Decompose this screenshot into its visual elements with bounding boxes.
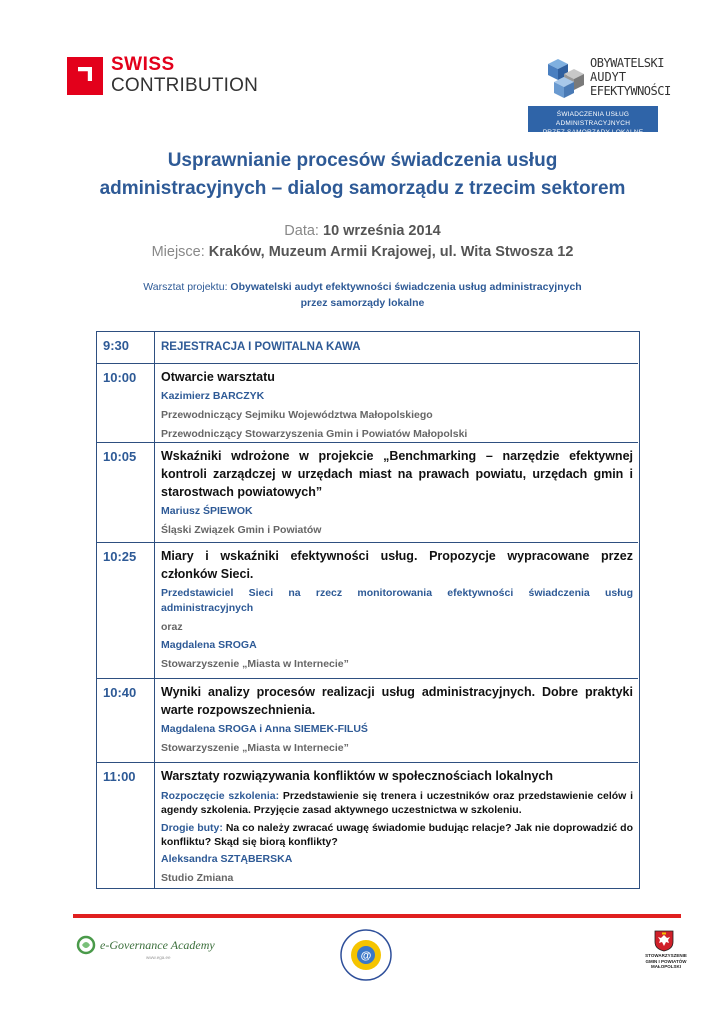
agenda-title: Warsztaty rozwiązywania konfliktów w społecznościach lokalnych: [161, 769, 554, 783]
place-label: Miejsce:: [151, 244, 205, 260]
agenda-part: [161, 789, 633, 817]
oae-logo-line3: EFEKTYWNOŚCI: [590, 84, 671, 98]
place-value: Kraków, Muzeum Armii Krajowej, ul. Wita Stwosza 12: [208, 244, 574, 260]
agenda-and: oraz: [161, 621, 183, 633]
agenda-part-label: Drogie buty:: [161, 822, 223, 834]
ega-url: www.ega.ee: [146, 955, 171, 960]
agenda-organization: Śląski Związek Gmin i Powiatów: [161, 524, 322, 536]
workshop-label: Warsztat projektu:: [143, 281, 228, 293]
workshop-info: [0, 279, 725, 311]
agenda-organization: Przewodniczący Stowarzyszenia Gmin i Powiatów Małopolski: [161, 428, 468, 440]
agenda-title: Wyniki analizy procesów realizacji usług administracyjnych. Dobre praktyki warte rozpowszechnienia.: [161, 685, 633, 717]
agenda-row: [97, 679, 638, 763]
oae-logo-band: [528, 106, 658, 136]
agenda-row: [97, 543, 638, 679]
agenda-title: REJESTRACJA I POWITALNA KAWA: [161, 341, 361, 353]
agenda-speaker: Magdalena SROGA: [161, 639, 257, 651]
agenda-part-text: Na co należy zwracać uwagę świadomie budując relacje? Jak nie doprowadzić do konfliktu? Skąd się biorą konflikty?: [161, 822, 633, 848]
ega-name: e-Governance Academy: [100, 938, 215, 952]
stowarzyszenie-gmin-logo: [641, 930, 691, 974]
agenda-time: 10:05: [103, 449, 137, 464]
date-label: Data:: [284, 223, 319, 239]
swiss-logo-line1: SWISS: [111, 54, 175, 75]
workshop-value-line2: przez samorządy lokalne: [300, 297, 425, 309]
agenda-speaker: Kazimierz BARCZYK: [161, 390, 265, 402]
miasta-w-internecie-logo: [338, 927, 394, 983]
egovernance-academy-logo: [76, 935, 226, 965]
silesia-line1: STOWARZYSZENIE: [645, 953, 687, 958]
oae-band-line2: PRZEZ SAMORZĄDY LOKALNE: [542, 129, 644, 136]
agenda-speaker: Magdalena SROGA i Anna SIEMEK-FILUŚ: [161, 723, 368, 735]
date-value: 10 września 2014: [323, 223, 441, 239]
eagle-shield-icon: [654, 930, 674, 952]
agenda-title: Otwarcie warsztatu: [161, 370, 275, 384]
agenda-speaker: Mariusz ŚPIEWOK: [161, 505, 253, 517]
footer-divider: [73, 914, 681, 918]
agenda-organization: Przewodniczący Sejmiku Województwa Małopolskiego: [161, 409, 433, 421]
silesia-line3: MAŁOPOLSKI: [651, 964, 681, 969]
agenda-time: 9:30: [103, 338, 130, 353]
cubes-icon: [540, 56, 594, 104]
agenda-time: 11:00: [103, 769, 136, 784]
page-title: [0, 147, 725, 203]
agenda-row: [97, 332, 638, 364]
agenda-speaker: Aleksandra SZTĄBERSKA: [161, 853, 293, 865]
ega-leaf-icon: [76, 935, 96, 955]
workshop-value-line1: Obywatelski audyt efektywności świadczenia usług administracyjnych: [230, 281, 582, 293]
title-line1: Usprawnianie procesów świadczenia usług: [167, 150, 558, 171]
agenda-title: Miary i wskaźniki efektywności usług. Propozycje wypracowane przez członków Sieci.: [161, 549, 633, 581]
agenda-table: [96, 331, 640, 889]
agenda-organization: Stowarzyszenie „Miasta w Internecie”: [161, 742, 349, 754]
agenda-speaker: Przedstawiciel Sieci na rzecz monitorowania efektywności świadczenia usług administracyjnych: [161, 587, 633, 614]
svg-text:@: @: [360, 950, 372, 962]
agenda-row: [97, 364, 638, 443]
agenda-time: 10:40: [103, 685, 137, 700]
agenda-time: 10:25: [103, 549, 137, 564]
agenda-organization: Stowarzyszenie „Miasta w Internecie”: [161, 658, 349, 670]
agenda-time: 10:00: [103, 370, 137, 385]
event-place: [0, 244, 725, 260]
agenda-title: Wskaźniki wdrożone w projekcie „Benchmarking – narzędzie efektywnej kontroli zarządczej w urzędach miast na prawach powiatu, urzędach gmin i starostwach powiatowych”: [161, 449, 633, 499]
agenda-row: [97, 443, 638, 543]
swiss-logo-line2: CONTRIBUTION: [111, 75, 259, 96]
agenda-organization: Studio Zmiana: [161, 872, 234, 884]
swiss-flag-icon: [67, 57, 103, 95]
obywatelski-audyt-logo: [528, 52, 671, 136]
silesia-line2: GMIN I POWIATÓW: [645, 958, 687, 964]
agenda-part-text: Przedstawienie się trenera i uczestników oraz przedstawienie celów i agendy szkolenia. Przyjęcie zasad aktywnego uczestnictwa w szkoleniu.: [161, 790, 633, 816]
agenda-row: [97, 763, 638, 888]
oae-band-line1: ŚWIADCZENIA USŁUG ADMINISTRACYJNYCH: [555, 111, 631, 127]
agenda-part-label: Rozpoczęcie szkolenia:: [161, 790, 280, 802]
oae-logo-line1: OBYWATELSKI: [590, 56, 664, 70]
agenda-part: [161, 821, 633, 849]
event-date: [0, 223, 725, 239]
oae-logo-line2: AUDYT: [590, 70, 627, 84]
title-line2: administracyjnych – dialog samorządu z trzecim sektorem: [99, 178, 626, 199]
